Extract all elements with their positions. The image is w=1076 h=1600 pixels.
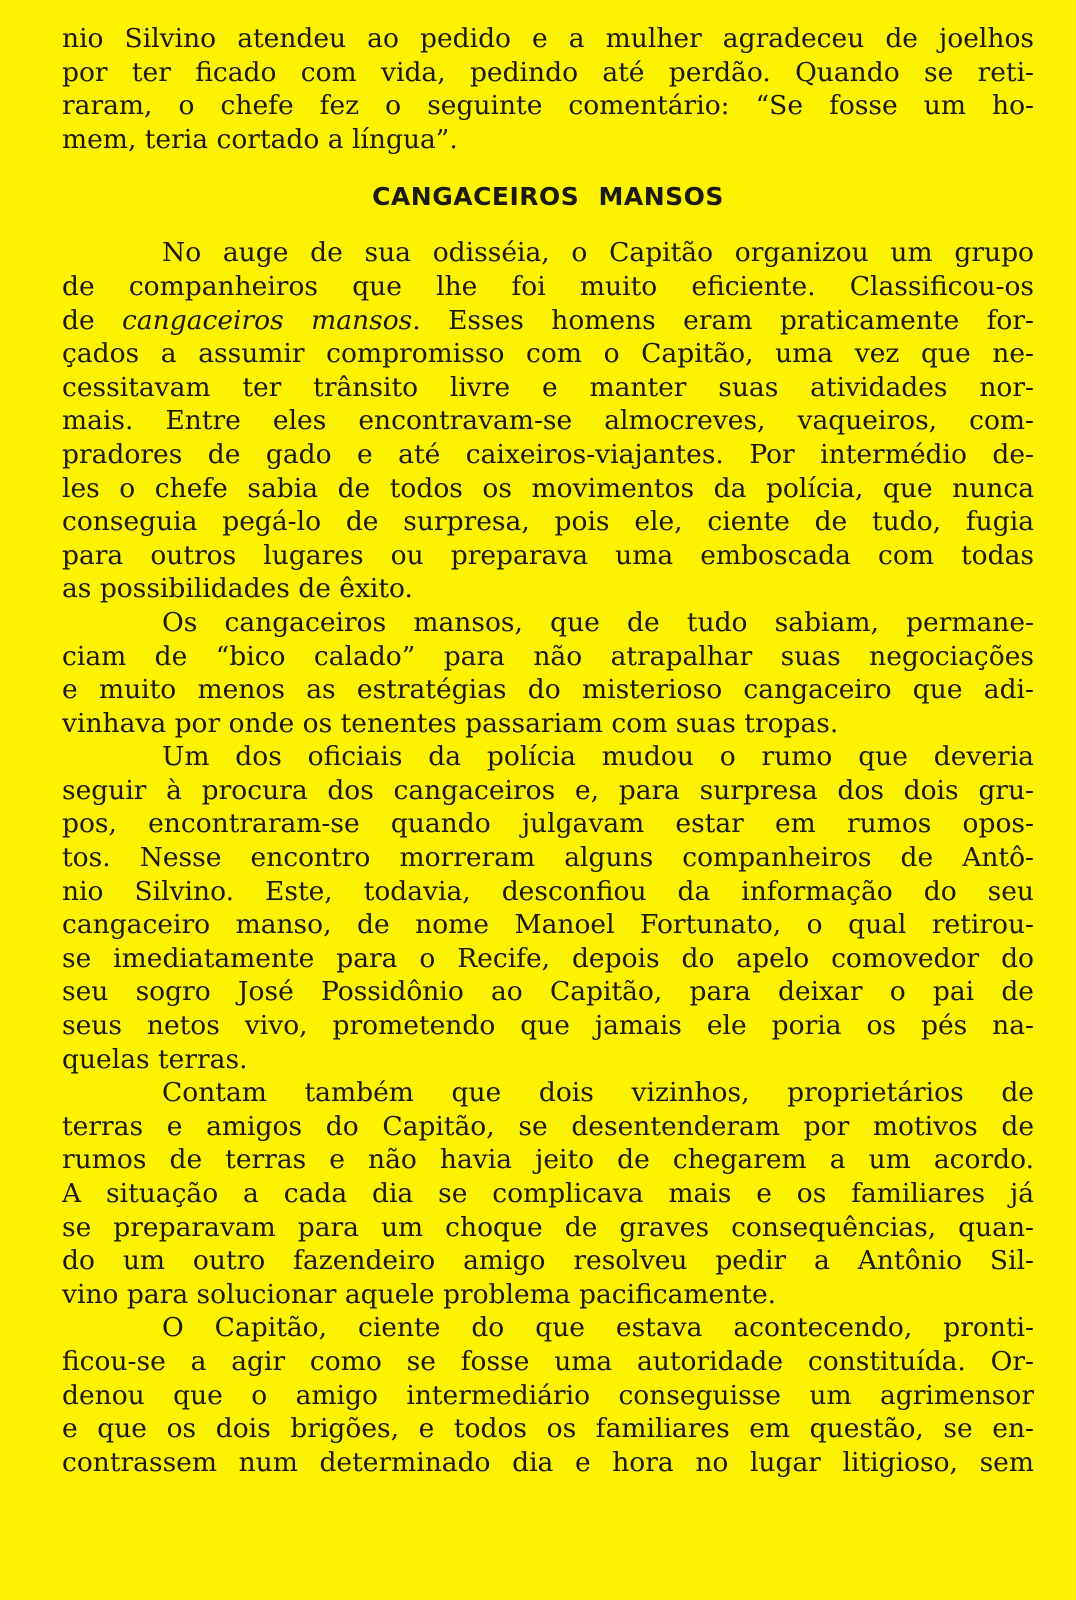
text-line: seguir à procura dos cangaceiros e, para surpresa dos dois gru- [62, 774, 1034, 806]
text-line: contrassem num determinado dia e hora no lugar litigioso, sem [62, 1446, 1034, 1478]
text-line: ficou-se a agir como se fosse uma autoridade constituída. Or- [62, 1345, 1034, 1377]
text-line: pradores de gado e até caixeiros-viajantes. Por intermédio de- [62, 438, 1034, 470]
text-line: rumos de terras e não havia jeito de chegarem a um acordo. [62, 1144, 1034, 1176]
text-line: cessitavam ter trânsito livre e manter suas atividades nor- [62, 371, 1034, 403]
text-line: as possibilidades de êxito. [62, 573, 413, 605]
text-line: Um dos oficiais da polícia mudou o rumo que deveria [162, 741, 1034, 773]
text-line: ciam de “bico calado” para não atrapalhar suas negociações [62, 640, 1034, 672]
text-line: vino para solucionar aquele problema pacificamente. [62, 1278, 777, 1310]
text-line: O Capitão, ciente do que estava acontecendo, pronti- [162, 1312, 1034, 1344]
text-line: seu sogro José Possidônio ao Capitão, para deixar o pai de [62, 976, 1034, 1008]
text-line: vinhava por onde os tenentes passariam com suas tropas. [62, 707, 839, 739]
text-fragment: de [62, 304, 123, 336]
section-title: CANGACEIROS MANSOS [372, 182, 724, 212]
text-line: les o chefe sabia de todos os movimentos da polícia, que nunca [62, 472, 1034, 504]
italic-term: cangaceiros mansos [122, 304, 413, 336]
text-line-with-italic [62, 304, 1034, 338]
text-line: No auge de sua odisséia, o Capitão organizou um grupo [162, 237, 1034, 269]
paragraph-3 [62, 740, 1034, 1076]
text-line: Os cangaceiros mansos, que de tudo sabiam, permane- [162, 606, 1034, 638]
text-line: terras e amigos do Capitão, se desentenderam por motivos de [62, 1110, 1034, 1142]
text-line: seus netos vivo, prometendo que jamais ele poria os pés na- [62, 1010, 1034, 1042]
text-line: Contam também que dois vizinhos, proprietários de [162, 1077, 1034, 1109]
text-line: nio Silvino atendeu ao pedido e a mulher agradeceu de joelhos [62, 23, 1034, 54]
text-fragment: . Esses homens eram praticamente for- [412, 304, 1034, 336]
text-line: denou que o amigo intermediário conseguisse um agrimensor [62, 1379, 1034, 1411]
text-line: por ter ficado com vida, pedindo até perdão. Quando se reti- [62, 56, 1034, 88]
text-line: quelas terras. [62, 1043, 248, 1075]
paragraph-5 [62, 1311, 1034, 1479]
text-line: cangaceiro manso, de nome Manoel Fortunato, o qual retirou- [62, 909, 1034, 941]
paragraph-1 [62, 236, 1034, 606]
text-line: se imediatamente para o Recife, depois do apelo comovedor do [62, 942, 1034, 974]
text-line: para outros lugares ou preparava uma emboscada com todas [62, 539, 1034, 571]
intro-paragraph [62, 22, 1034, 156]
text-line: nio Silvino. Este, todavia, desconfiou da informação do seu [62, 875, 1034, 907]
text-line: mem, teria cortado a língua”. [62, 123, 458, 155]
text-line: conseguia pegá-lo de surpresa, pois ele, ciente de tudo, fugia [62, 506, 1034, 538]
text-line: pos, encontraram-se quando julgavam estar em rumos opos- [62, 808, 1034, 840]
text-line: çados a assumir compromisso com o Capitão, uma vez que ne- [62, 338, 1034, 370]
text-line: se preparavam para um choque de graves consequências, quan- [62, 1211, 1034, 1243]
text-line: de companheiros que lhe foi muito eficiente. Classificou-os [62, 270, 1034, 302]
text-line: e que os dois brigões, e todos os familiares em questão, se en- [62, 1413, 1034, 1445]
text-line: tos. Nesse encontro morreram alguns companheiros de Antô- [62, 842, 1034, 874]
text-line: do um outro fazendeiro amigo resolveu pedir a Antônio Sil- [62, 1245, 1034, 1277]
paragraph-2 [62, 606, 1034, 740]
text-line: mais. Entre eles encontravam-se almocreves, vaqueiros, com- [62, 405, 1034, 437]
text-line: e muito menos as estratégias do misterioso cangaceiro que adi- [62, 674, 1034, 706]
text-line: raram, o chefe fez o seguinte comentário: “Se fosse um ho- [62, 90, 1034, 122]
text-line: A situação a cada dia se complicava mais e os familiares já [62, 1178, 1034, 1209]
paragraph-4 [62, 1076, 1034, 1311]
